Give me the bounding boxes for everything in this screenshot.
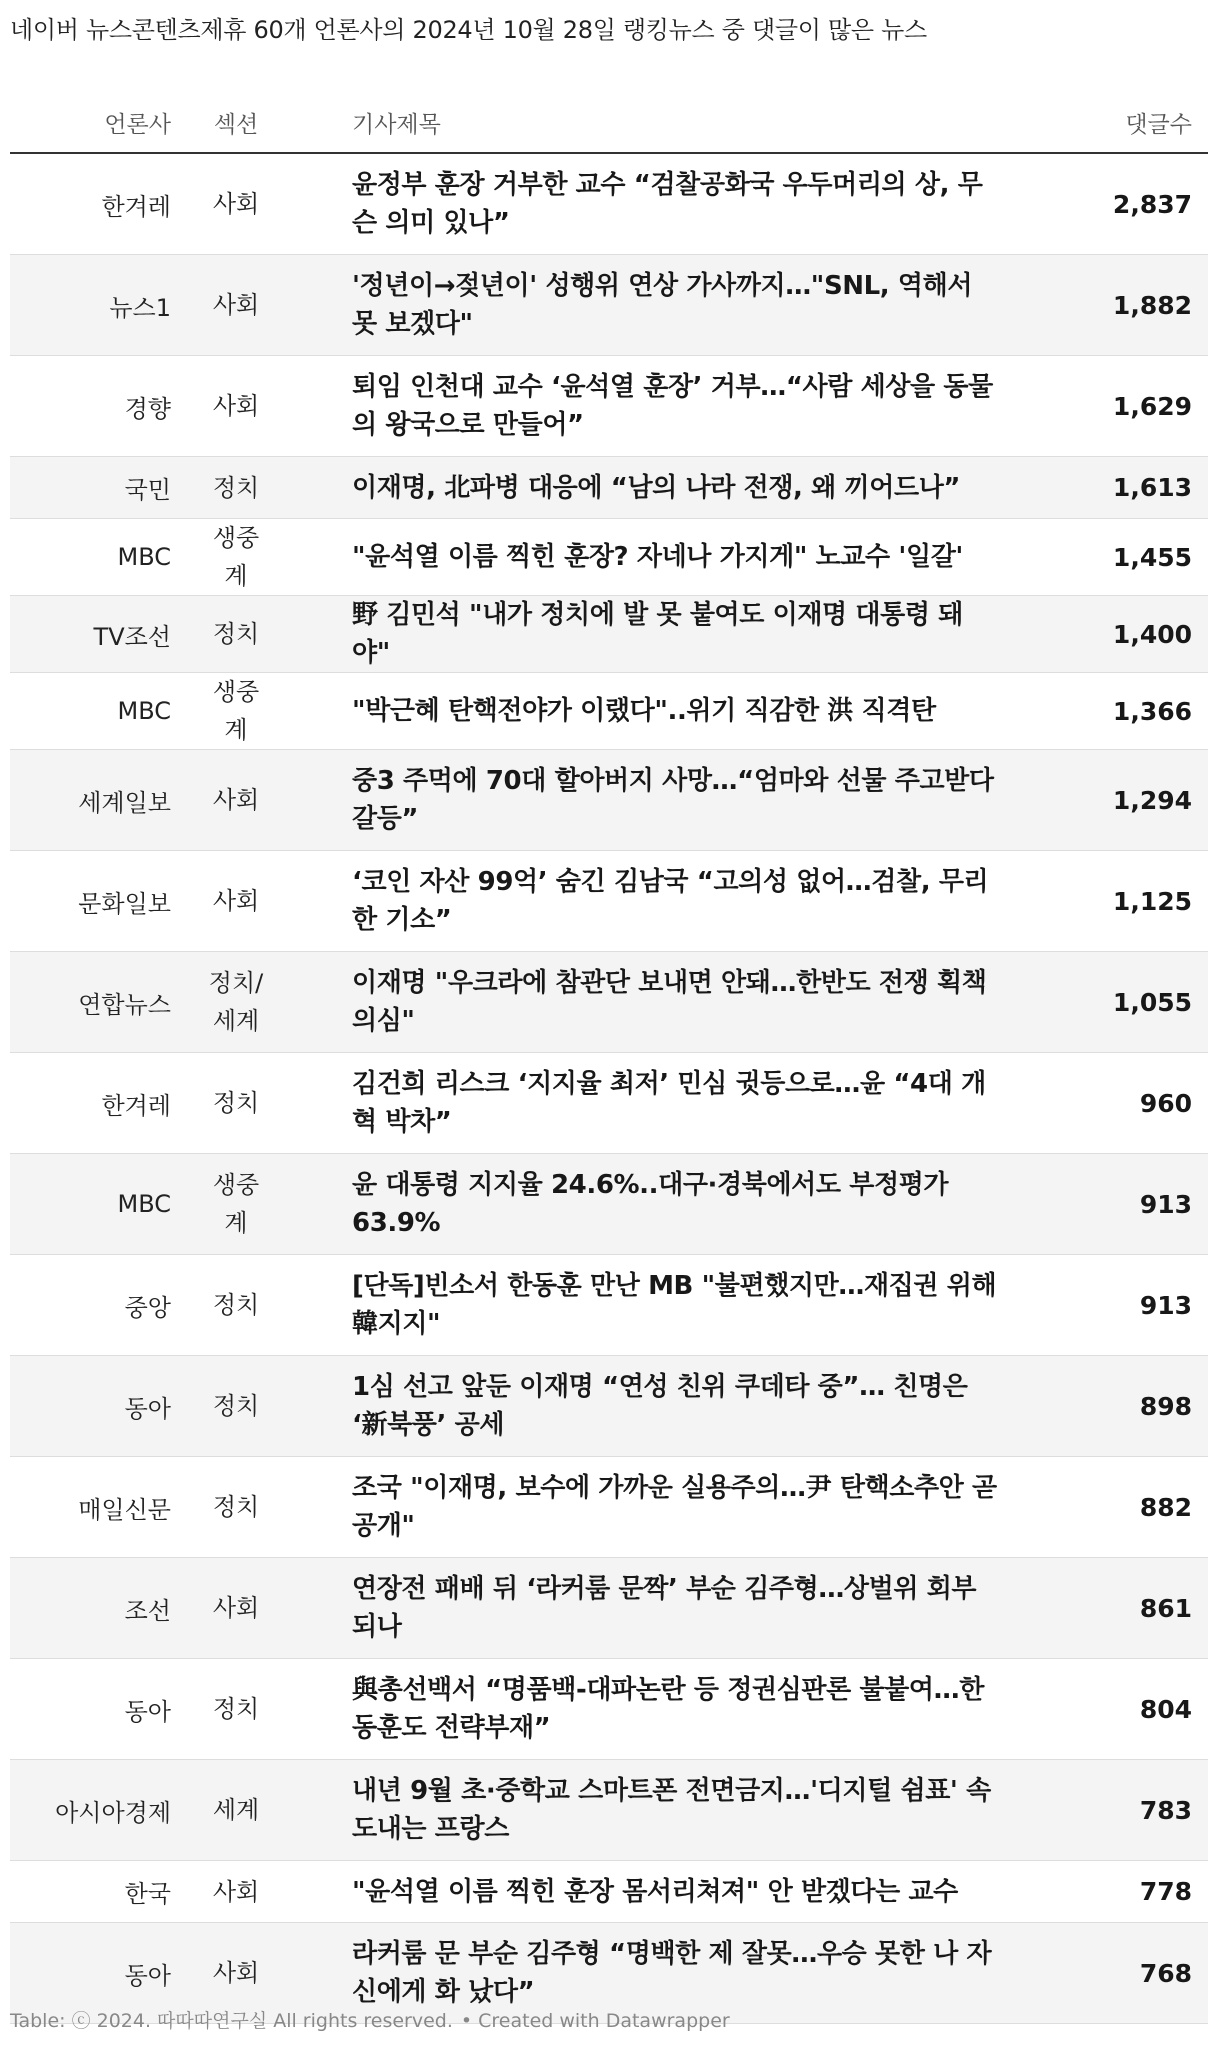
headline-cell: 내년 9월 초·중학교 스마트폰 전면금지…'디지털 쉼표' 속도내는 프랑스: [301, 1760, 1018, 1861]
section-cell: 정치: [171, 1659, 301, 1760]
headline-cell: 與총선백서 “명품백-대파논란 등 정권심판론 불붙여…한동훈도 전략부재”: [301, 1659, 1018, 1760]
comment-count-cell: 913: [1018, 1255, 1208, 1356]
comment-count-cell: 882: [1018, 1457, 1208, 1558]
comment-count-cell: 1,366: [1018, 673, 1208, 750]
press-cell: 한겨레: [10, 153, 171, 255]
table-row: [10, 1255, 1208, 1356]
section-cell: 생중계: [171, 673, 301, 750]
table-row: [10, 519, 1208, 596]
section-cell: 정치/세계: [171, 952, 301, 1053]
table-row: [10, 255, 1208, 356]
comment-count-cell: 804: [1018, 1659, 1208, 1760]
comment-count-cell: 1,294: [1018, 750, 1208, 851]
headline-cell: '정년이→젖년이' 성행위 연상 가사까지…"SNL, 역해서 못 보겠다": [301, 255, 1018, 356]
press-cell: 문화일보: [10, 851, 171, 952]
headline-cell: 이재명 "우크라에 참관단 보내면 안돼…한반도 전쟁 획책 의심": [301, 952, 1018, 1053]
comment-count-cell: 768: [1018, 1923, 1208, 2024]
comment-count-cell: 898: [1018, 1356, 1208, 1457]
comment-count-cell: 960: [1018, 1053, 1208, 1154]
table-body: [10, 153, 1208, 2024]
comment-count-cell: 913: [1018, 1154, 1208, 1255]
section-cell: 정치: [171, 1356, 301, 1457]
table-row: [10, 1356, 1208, 1457]
table-footer: [10, 2006, 730, 2033]
table-row: [10, 1053, 1208, 1154]
table-row: [10, 1558, 1208, 1659]
press-cell: 세계일보: [10, 750, 171, 851]
comment-count-cell: 2,837: [1018, 153, 1208, 255]
headline-cell: 조국 "이재명, 보수에 가까운 실용주의…尹 탄핵소추안 곧 공개": [301, 1457, 1018, 1558]
press-cell: 매일신문: [10, 1457, 171, 1558]
table-row: [10, 596, 1208, 673]
press-cell: MBC: [10, 1154, 171, 1255]
press-cell: 아시아경제: [10, 1760, 171, 1861]
headline-cell: "윤석열 이름 찍힌 훈장? 자네나 가지게" 노교수 '일갈': [301, 519, 1018, 596]
press-cell: TV조선: [10, 596, 171, 673]
section-cell: 세계: [171, 1760, 301, 1861]
footer-separator: •: [460, 2010, 473, 2032]
comment-count-cell: 1,629: [1018, 356, 1208, 457]
press-cell: 뉴스1: [10, 255, 171, 356]
table-row: [10, 1760, 1208, 1861]
section-cell: 사회: [171, 1558, 301, 1659]
section-cell: 정치: [171, 596, 301, 673]
comment-count-cell: 783: [1018, 1760, 1208, 1861]
header-row: [10, 92, 1208, 153]
press-cell: 중앙: [10, 1255, 171, 1356]
column-header-section[interactable]: 섹션: [171, 92, 301, 153]
press-cell: 동아: [10, 1659, 171, 1760]
table-row: [10, 673, 1208, 750]
table-row: [10, 1861, 1208, 1923]
datawrapper-credit-link[interactable]: Created with Datawrapper: [478, 2010, 730, 2032]
headline-cell: 퇴임 인천대 교수 ‘윤석열 훈장’ 거부…“사람 세상을 동물의 왕국으로 만들어”: [301, 356, 1018, 457]
headline-cell: "윤석열 이름 찍힌 훈장 몸서리쳐져" 안 받겠다는 교수: [301, 1861, 1018, 1923]
comment-count-cell: 778: [1018, 1861, 1208, 1923]
headline-cell: "박근혜 탄핵전야가 이랬다"..위기 직감한 洪 직격탄: [301, 673, 1018, 750]
headline-cell: 김건희 리스크 ‘지지율 최저’ 민심 귓등으로…윤 “4대 개혁 박차”: [301, 1053, 1018, 1154]
section-cell: 정치: [171, 1053, 301, 1154]
table-row: [10, 457, 1208, 519]
table-row: [10, 750, 1208, 851]
column-header-press[interactable]: 언론사: [10, 92, 171, 153]
press-cell: 조선: [10, 1558, 171, 1659]
column-header-comments[interactable]: 댓글수: [1018, 92, 1208, 153]
column-header-headline[interactable]: 기사제목: [301, 92, 1018, 153]
headline-cell: 이재명, 北파병 대응에 “남의 나라 전쟁, 왜 끼어드나”: [301, 457, 1018, 519]
headline-cell: 윤정부 훈장 거부한 교수 “검찰공화국 우두머리의 상, 무슨 의미 있나”: [301, 153, 1018, 255]
press-cell: 연합뉴스: [10, 952, 171, 1053]
table-row: [10, 356, 1208, 457]
copyright-note: Table: ⓒ 2024. 따따따연구실 All rights reserved.: [10, 2010, 453, 2032]
headline-cell: 중3 주먹에 70대 할아버지 사망…“엄마와 선물 주고받다 갈등”: [301, 750, 1018, 851]
section-cell: 사회: [171, 750, 301, 851]
section-cell: 사회: [171, 851, 301, 952]
headline-cell: 연장전 패배 뒤 ‘라커룸 문짝’ 부순 김주형…상벌위 회부되나: [301, 1558, 1018, 1659]
comment-count-cell: 1,400: [1018, 596, 1208, 673]
press-cell: 국민: [10, 457, 171, 519]
section-cell: 정치: [171, 457, 301, 519]
comment-count-cell: 1,882: [1018, 255, 1208, 356]
headline-cell: 라커룸 문 부순 김주형 “명백한 제 잘못…우승 못한 나 자신에게 화 났다”: [301, 1923, 1018, 2024]
press-cell: 한겨레: [10, 1053, 171, 1154]
press-cell: MBC: [10, 673, 171, 750]
comment-count-cell: 1,613: [1018, 457, 1208, 519]
section-cell: 사회: [171, 1861, 301, 1923]
press-cell: 한국: [10, 1861, 171, 1923]
section-cell: 사회: [171, 255, 301, 356]
table-header: [10, 92, 1208, 153]
headline-cell: 1심 선고 앞둔 이재명 “연성 친위 쿠데타 중”… 친명은 ‘新북풍’ 공세: [301, 1356, 1018, 1457]
headline-cell: 윤 대통령 지지율 24.6%..대구·경북에서도 부정평가 63.9%: [301, 1154, 1018, 1255]
comment-count-cell: 1,455: [1018, 519, 1208, 596]
table-title: 네이버 뉴스콘텐츠제휴 60개 언론사의 2024년 10월 28일 랭킹뉴스 중 댓글이 많은 뉴스: [10, 16, 927, 44]
comment-count-cell: 1,125: [1018, 851, 1208, 952]
ranking-news-table: [10, 92, 1208, 2024]
press-cell: 경향: [10, 356, 171, 457]
section-cell: 사회: [171, 356, 301, 457]
press-cell: MBC: [10, 519, 171, 596]
comment-count-cell: 861: [1018, 1558, 1208, 1659]
press-cell: 동아: [10, 1356, 171, 1457]
table-row: [10, 153, 1208, 255]
table-row: [10, 1659, 1208, 1760]
section-cell: 정치: [171, 1255, 301, 1356]
comment-count-cell: 1,055: [1018, 952, 1208, 1053]
table-row: [10, 851, 1208, 952]
section-cell: 사회: [171, 1923, 301, 2024]
headline-cell: [단독]빈소서 한동훈 만난 MB "불편했지만…재집권 위해 韓지지": [301, 1255, 1018, 1356]
table-row: [10, 1457, 1208, 1558]
table-row: [10, 1154, 1208, 1255]
section-cell: 생중계: [171, 1154, 301, 1255]
section-cell: 사회: [171, 153, 301, 255]
headline-cell: 野 김민석 "내가 정치에 발 못 붙여도 이재명 대통령 돼야": [301, 596, 1018, 673]
section-cell: 생중계: [171, 519, 301, 596]
table-row: [10, 952, 1208, 1053]
press-cell: 동아: [10, 1923, 171, 2024]
section-cell: 정치: [171, 1457, 301, 1558]
headline-cell: ‘코인 자산 99억’ 숨긴 김남국 “고의성 없어…검찰, 무리한 기소”: [301, 851, 1018, 952]
